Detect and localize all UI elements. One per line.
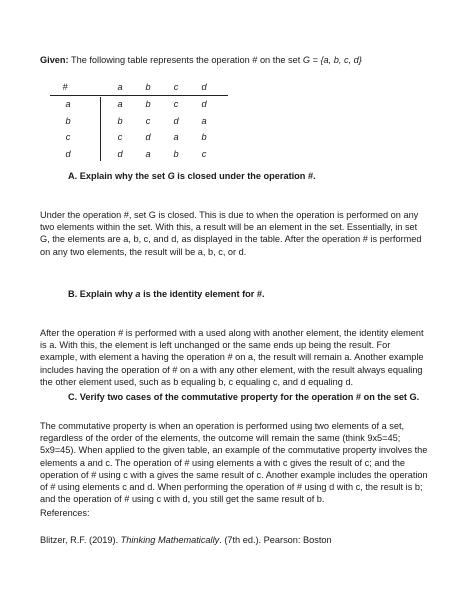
table-cell: a — [145, 149, 151, 159]
paragraph-line: example, with element a having the operation # on a, the result will remain a. Another example — [40, 352, 424, 363]
row-header: a — [65, 99, 71, 109]
reference-title: Thinking Mathematically — [120, 535, 220, 545]
given-label: Given: — [40, 55, 69, 65]
section-c-answer — [40, 420, 440, 505]
row-header: c — [65, 132, 71, 142]
operation-table — [50, 80, 230, 162]
paragraph-line: Under the operation #, set G is closed. This is due to when the operation is performed on any — [40, 210, 419, 220]
table-header-divider — [50, 95, 228, 96]
table-cell: c — [201, 149, 207, 159]
paragraph-line: includes having the operation of # on a with any other element, with the result always equaling — [40, 364, 423, 375]
table-cell: a — [173, 132, 179, 142]
section-c-heading: C. Verify two cases of the commutative property for the operation # on the set G. — [68, 392, 420, 402]
table-cell: d — [173, 116, 179, 126]
section-a-answer — [40, 209, 440, 258]
table-cell: a — [117, 99, 123, 109]
table-cell: b — [173, 149, 179, 159]
table-cell: a — [201, 116, 207, 126]
paragraph-line: regardless of the order of the elements, the outcome will remain the same (think 9x5=45; — [40, 433, 401, 444]
table-row-divider — [100, 97, 101, 161]
section-a-heading: A. Explain why the set G is closed under the operation #. — [68, 171, 316, 181]
table-cell: b — [201, 132, 207, 142]
paragraph-line: After the operation # is performed with a used along with another element, the identity element — [40, 328, 424, 338]
paragraph-line: is a. With this, the element is left unchanged or the same ends up being the result. For — [40, 340, 391, 351]
paragraph-line: G, the elements are a, b, c, and d, as displayed in the table. After the operation # is performed — [40, 234, 422, 245]
paragraph-line: The commutative property is when an operation is performed using two elements of a set, — [40, 421, 405, 431]
table-cell: d — [201, 99, 207, 109]
paragraph-line: the other element used, such as b equaling b, c equaling c, and d equaling d. — [40, 376, 354, 387]
table-cell: d — [145, 132, 151, 142]
given-text: The following table represents the operation # on the set — [68, 55, 303, 65]
column-header: d — [201, 82, 207, 92]
column-header: c — [173, 82, 179, 92]
table-cell: b — [145, 99, 151, 109]
paragraph-line: elements a and c. The operation of # using elements a with c gives the result of c; and the — [40, 457, 405, 468]
table-corner: # — [62, 82, 68, 92]
table-cell: c — [173, 99, 179, 109]
table-cell: c — [117, 132, 123, 142]
paragraph-line: and the operation of # using c with d, you still get the same result of b. — [40, 494, 325, 505]
paragraph-line: two elements within the set. With this, a result will be an element in the set. Essentially, in set — [40, 222, 418, 233]
paragraph-line: on any two elements, the result will be a, b, c, or d. — [40, 246, 247, 257]
section-b-answer — [40, 327, 440, 388]
table-cell: c — [145, 116, 151, 126]
paragraph-line: of # using elements c and d. When performing the operation of # using d with c, the result is b; — [40, 482, 423, 493]
section-b-heading: B. Explain why a is the identity element for #. — [68, 289, 265, 299]
column-header: a — [117, 82, 123, 92]
table-cell: b — [117, 116, 123, 126]
paragraph-line: operation of # using c with a gives the same result of c. Another example includes the operation — [40, 469, 428, 480]
table-cell: d — [117, 149, 123, 159]
set-expression: G = {a, b, c, d} — [302, 55, 362, 65]
row-header: d — [65, 149, 71, 159]
reference-citation: Blitzer, R.F. (2019). Thinking Mathematically. (7th ed.). Pearson: Boston — [40, 535, 332, 545]
given-statement — [40, 55, 362, 65]
references-label: References: — [40, 508, 90, 518]
paragraph-line: 5x9=45). When applied to the given table, an example of the commutative property involves the — [40, 445, 428, 456]
column-header: b — [145, 82, 151, 92]
row-header: b — [65, 116, 71, 126]
